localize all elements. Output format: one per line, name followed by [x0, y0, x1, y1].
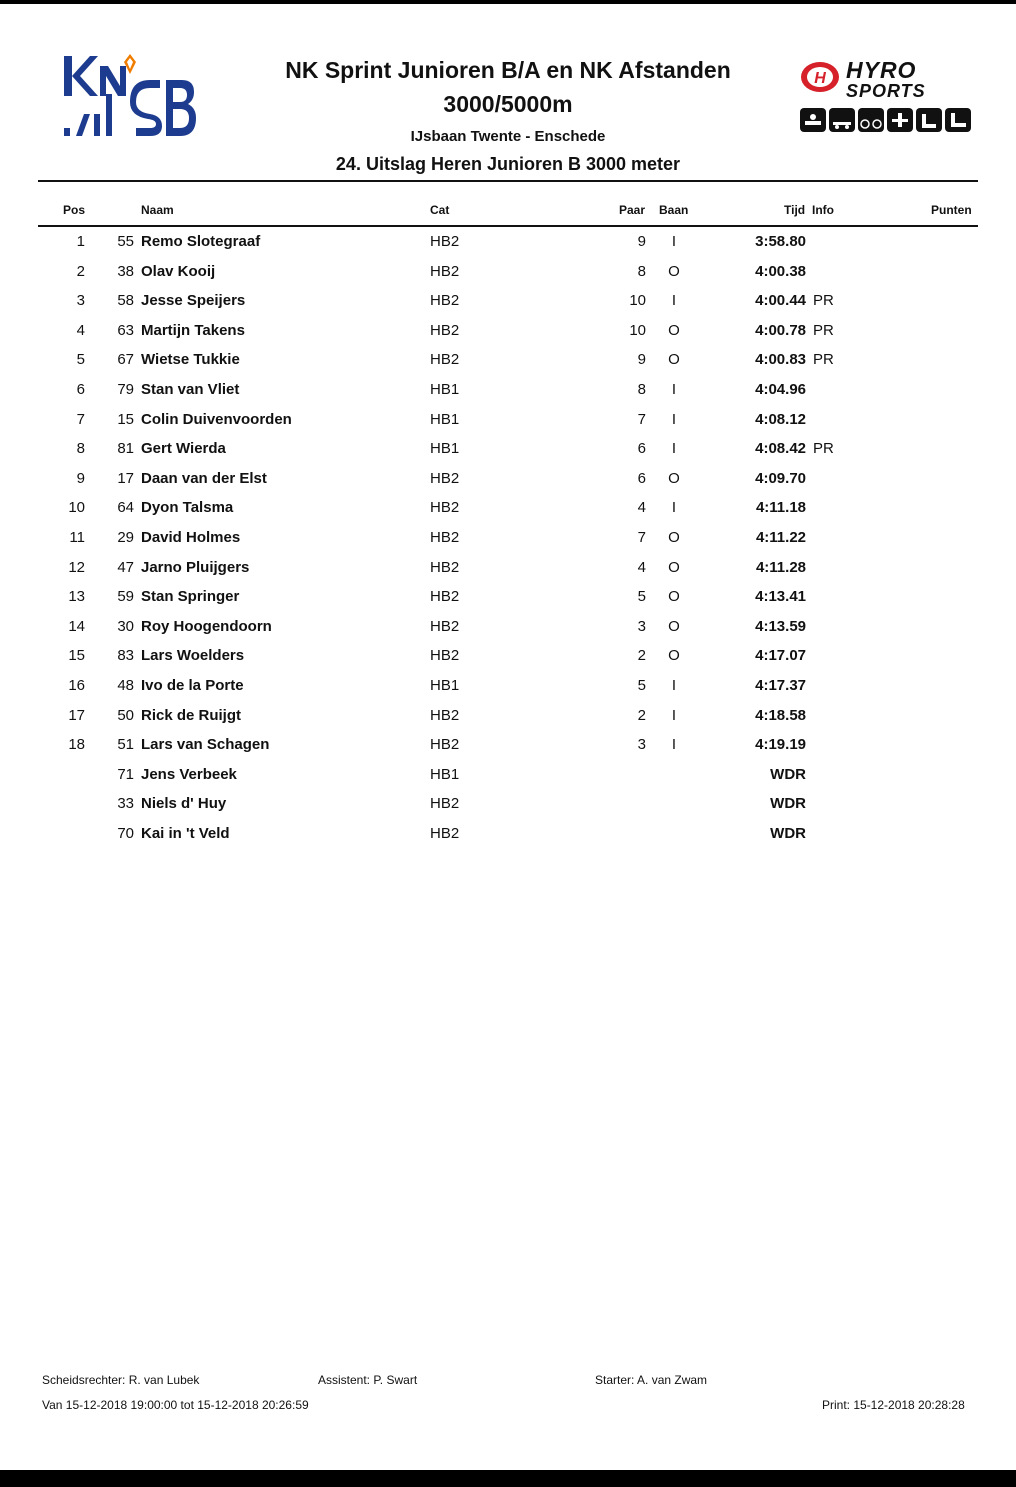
cell-pos: 16	[68, 677, 85, 694]
cell-paar: 4	[637, 558, 646, 576]
table-row	[0, 375, 1016, 405]
col-cat: Cat	[430, 203, 450, 217]
cell-paar: 4	[637, 499, 646, 517]
cell-tijd: 4:08.12	[755, 410, 806, 428]
cell-cat: HB2	[430, 736, 460, 754]
col-info: Info	[812, 203, 834, 217]
cell-cat: HB1	[430, 381, 460, 398]
cell-nr: 47	[117, 558, 134, 576]
venue: IJsbaan Twente - Enschede	[410, 128, 606, 145]
cell-cat: HB2	[430, 321, 460, 339]
cell-naam: Lars Woelders	[141, 647, 245, 665]
cell-baan: I	[671, 440, 677, 458]
table-row	[0, 286, 1016, 316]
cell-naam: Roy Hoogendoorn	[141, 617, 272, 635]
cell-cat: HB2	[430, 825, 460, 842]
cell-pos: 18	[68, 736, 85, 754]
cell-paar: 9	[637, 233, 646, 250]
cell-baan: O	[668, 647, 680, 665]
cell-pos: 14	[68, 617, 85, 635]
cell-baan: I	[671, 381, 677, 398]
cell-pos: 5	[76, 351, 85, 369]
cell-naam: Dyon Talsma	[141, 499, 234, 517]
table-row	[0, 641, 1016, 671]
cell-pos: 4	[76, 321, 85, 339]
cell-tijd: 4:13.41	[755, 588, 806, 606]
cell-tijd: 3:58.80	[755, 233, 806, 250]
cell-tijd: 4:00.38	[755, 262, 806, 280]
cell-tijd: 4:19.19	[755, 736, 806, 754]
cell-naam: Colin Duivenvoorden	[141, 410, 292, 428]
cell-nr: 63	[117, 321, 134, 339]
cell-nr: 51	[117, 736, 134, 754]
cell-info: PR	[813, 440, 834, 458]
cell-naam: Jens Verbeek	[141, 765, 237, 783]
cell-naam: Ivo de la Porte	[141, 677, 244, 694]
col-pos: Pos	[63, 203, 86, 217]
col-baan: Baan	[659, 203, 689, 217]
svg-text:HYRO: HYRO	[846, 57, 917, 83]
cell-nr: 71	[117, 765, 134, 783]
cell-pos: 6	[76, 381, 85, 398]
cell-nr: 83	[117, 647, 134, 665]
cell-nr: 67	[117, 351, 134, 369]
cell-paar: 5	[637, 588, 646, 606]
cell-nr: 30	[117, 617, 134, 635]
cell-nr: 79	[117, 381, 134, 398]
cell-pos: 17	[68, 706, 85, 724]
cell-paar: 2	[637, 647, 646, 665]
cell-nr: 17	[117, 469, 134, 487]
bottom-border	[0, 1470, 1016, 1487]
table-row	[0, 612, 1016, 642]
print-time: Print: 15-12-2018 20:28:28	[822, 1398, 965, 1412]
cell-baan: I	[671, 292, 677, 310]
cell-naam: Gert Wierda	[141, 440, 226, 458]
svg-text:SPORTS: SPORTS	[846, 81, 926, 101]
col-naam: Naam	[141, 203, 174, 217]
cell-tijd: WDR	[770, 825, 806, 842]
cell-baan: O	[668, 321, 680, 339]
table-row	[0, 434, 1016, 464]
cell-pos: 13	[68, 588, 85, 606]
cell-cat: HB2	[430, 499, 460, 517]
cell-tijd: 4:09.70	[755, 469, 806, 487]
cell-paar: 10	[629, 321, 646, 339]
table-row	[0, 730, 1016, 760]
cell-tijd: 4:11.18	[755, 499, 806, 517]
cell-nr: 38	[117, 262, 134, 280]
starter: Starter: A. van Zwam	[595, 1373, 708, 1387]
cell-paar: 7	[637, 529, 646, 546]
cell-baan: I	[671, 499, 677, 517]
table-row	[0, 227, 1016, 257]
cell-tijd: 4:00.44	[755, 292, 806, 310]
cell-cat: HB1	[430, 440, 460, 458]
cell-baan: I	[671, 233, 677, 250]
cell-tijd: 4:18.58	[755, 706, 806, 724]
cell-cat: HB1	[430, 765, 460, 783]
cell-pos: 1	[76, 233, 85, 250]
cell-pos: 8	[76, 440, 85, 458]
table-row	[0, 257, 1016, 287]
cell-baan: I	[671, 736, 677, 754]
cell-tijd: 4:17.07	[755, 647, 806, 665]
cell-baan: O	[668, 617, 680, 635]
table-row	[0, 789, 1016, 819]
cell-tijd: 4:11.22	[755, 529, 806, 546]
cell-paar: 3	[637, 617, 646, 635]
cell-paar: 10	[629, 292, 646, 310]
cell-cat: HB2	[430, 262, 460, 280]
table-row	[0, 701, 1016, 731]
cell-info: PR	[813, 292, 834, 310]
cell-naam: Stan van Vliet	[141, 381, 240, 398]
event-distances: 3000/5000m	[443, 91, 573, 117]
cell-naam: Stan Springer	[141, 588, 240, 606]
cell-pos: 7	[76, 410, 85, 428]
table-row	[0, 523, 1016, 553]
cell-baan: O	[668, 588, 680, 606]
cell-paar: 3	[637, 736, 646, 754]
referee: Scheidsrechter: R. van Lubek	[42, 1373, 200, 1387]
cell-pos: 9	[76, 469, 85, 487]
col-punten: Punten	[931, 203, 972, 217]
cell-naam: Wietse Tukkie	[141, 351, 240, 369]
table-row	[0, 671, 1016, 701]
col-paar: Paar	[619, 203, 646, 217]
cell-naam: Kai in 't Veld	[141, 825, 230, 842]
cell-tijd: 4:17.37	[755, 677, 806, 694]
cell-tijd: 4:13.59	[755, 617, 806, 635]
cell-paar: 5	[637, 677, 646, 694]
cell-tijd: WDR	[770, 765, 806, 783]
cell-info: PR	[813, 321, 834, 339]
cell-tijd: 4:11.28	[755, 558, 806, 576]
cell-tijd: 4:08.42	[755, 440, 806, 458]
cell-pos: 3	[76, 292, 85, 310]
cell-cat: HB2	[430, 558, 460, 576]
cell-nr: 29	[117, 529, 134, 546]
cell-baan: O	[668, 469, 680, 487]
table-row	[0, 493, 1016, 523]
cell-nr: 55	[117, 233, 134, 250]
cell-baan: O	[668, 262, 680, 280]
cell-nr: 50	[117, 706, 134, 724]
cell-tijd: 4:00.78	[755, 321, 806, 339]
top-border	[0, 0, 1016, 4]
cell-pos: 12	[68, 558, 85, 576]
cell-cat: HB2	[430, 588, 460, 606]
cell-tijd: WDR	[770, 795, 806, 813]
assistant: Assistent: P. Swart	[318, 1373, 418, 1387]
svg-text:H: H	[814, 70, 826, 87]
cell-naam: Rick de Ruijgt	[141, 706, 242, 724]
cell-pos: 10	[68, 499, 85, 517]
cell-pos: 15	[68, 647, 85, 665]
cell-baan: I	[671, 706, 677, 724]
cell-cat: HB1	[430, 410, 460, 428]
cell-cat: HB2	[430, 292, 460, 310]
cell-pos: 2	[76, 262, 85, 280]
result-title: 24. Uitslag Heren Junioren B 3000 meter	[335, 154, 681, 174]
cell-nr: 64	[117, 499, 134, 517]
table-row	[0, 464, 1016, 494]
col-tijd: Tijd	[784, 203, 806, 217]
cell-naam: Olav Kooij	[141, 262, 216, 280]
cell-paar: 8	[637, 381, 646, 398]
cell-nr: 15	[117, 410, 134, 428]
cell-paar: 6	[637, 440, 646, 458]
cell-naam: Niels d' Huy	[141, 795, 227, 813]
cell-cat: HB2	[430, 647, 460, 665]
cell-nr: 59	[117, 588, 134, 606]
cell-paar: 2	[637, 706, 646, 724]
cell-naam: Jarno Pluijgers	[141, 558, 250, 576]
cell-paar: 9	[637, 351, 646, 369]
event-title: NK Sprint Junioren B/A en NK Afstanden	[285, 57, 731, 83]
cell-cat: HB2	[430, 529, 460, 546]
cell-tijd: 4:04.96	[755, 381, 806, 398]
cell-baan: I	[671, 410, 677, 428]
table-row	[0, 760, 1016, 790]
cell-paar: 6	[637, 469, 646, 487]
cell-naam: Daan van der Elst	[141, 469, 267, 487]
table-row	[0, 553, 1016, 583]
cell-baan: I	[671, 677, 677, 694]
cell-cat: HB1	[430, 677, 460, 694]
cell-info: PR	[813, 351, 834, 369]
cell-naam: David Holmes	[141, 529, 241, 546]
cell-nr: 81	[117, 440, 134, 458]
cell-tijd: 4:00.83	[755, 351, 806, 369]
hyro-sports-logo	[798, 56, 980, 140]
table-row	[0, 819, 1016, 849]
table-row	[0, 405, 1016, 435]
cell-paar: 7	[637, 410, 646, 428]
cell-naam: Jesse Speijers	[141, 292, 246, 310]
cell-naam: Remo Slotegraaf	[141, 233, 261, 250]
period: Van 15-12-2018 19:00:00 tot 15-12-2018 20:26:59	[42, 1398, 309, 1412]
cell-baan: O	[668, 529, 680, 546]
cell-cat: HB2	[430, 469, 460, 487]
cell-nr: 33	[117, 795, 134, 813]
cell-cat: HB2	[430, 617, 460, 635]
cell-cat: HB2	[430, 706, 460, 724]
cell-cat: HB2	[430, 351, 460, 369]
cell-nr: 70	[117, 825, 134, 842]
cell-naam: Lars van Schagen	[141, 736, 270, 754]
cell-baan: O	[668, 351, 680, 369]
cell-naam: Martijn Takens	[141, 321, 245, 339]
cell-nr: 48	[117, 677, 134, 694]
cell-paar: 8	[637, 262, 646, 280]
cell-pos: 11	[69, 529, 85, 546]
cell-cat: HB2	[430, 795, 460, 813]
table-row	[0, 582, 1016, 612]
cell-baan: O	[668, 558, 680, 576]
table-row	[0, 316, 1016, 346]
cell-cat: HB2	[430, 233, 460, 250]
header-rule	[38, 180, 978, 182]
cell-nr: 58	[117, 292, 134, 310]
table-row	[0, 345, 1016, 375]
